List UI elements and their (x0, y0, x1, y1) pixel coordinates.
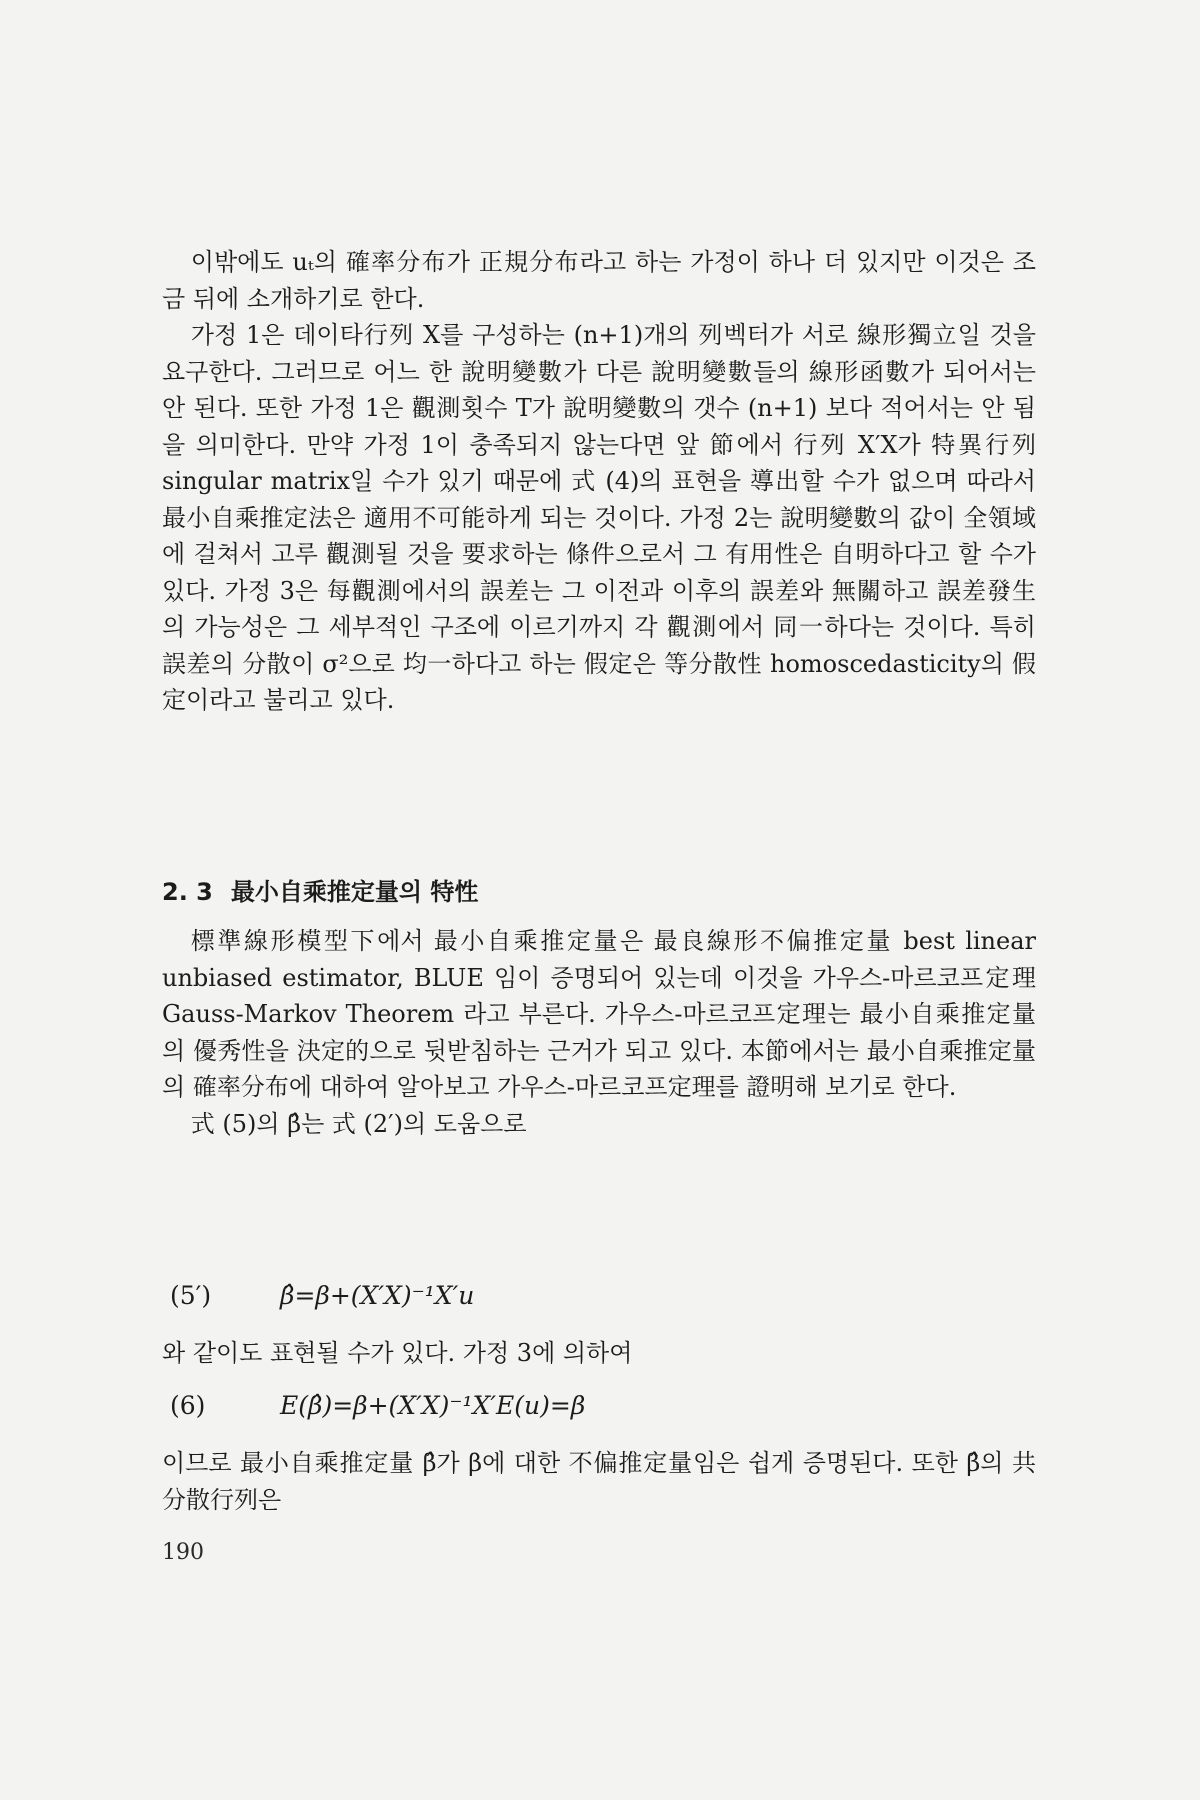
body-text-top (162, 244, 1036, 719)
section-number: 2. 3 (162, 878, 213, 906)
paragraph: 가정 1은 데이타行列 X를 구성하는 (n+1)개의 列벡터가 서로 線形獨立일 것을 요구한다. 그러므로 어느 한 說明變數가 다른 說明變數들의 線形函數가 되어서는 안 된다. 또한 가정 1은 觀測횟수 T가 說明變數의 갯수 (n+1) 보다 적어서는 안 됨을 의미한다. 만약 가정 1이 충족되지 않는다면 앞 節에서 行列 X′X가 特異行列 singular matrix일 수가 있기 때문에 式 (4)의 표현을 導出할 수가 없으며 따라서 最小自乘推定法은 適用不可能하게 되는 것이다. 가정 2는 說明變數의 값이 全領域에 걸쳐서 고루 觀測될 것을 要求하는 條件으로서 그 有用性은 自明하다고 할 수가 있다. 가정 3은 每觀測에서의 誤差는 그 이전과 이후의 誤差와 無關하고 誤差發生의 가능성은 그 세부적인 구조에 이르기까지 각 觀測에서 同一하다는 것이다. 특히 誤差의 分散이 σ²으로 均一하다고 하는 假定은 等分散性 homoscedasticity의 假定이라고 불리고 있다. (162, 321, 1036, 714)
equation-label: (5′) (170, 1281, 212, 1310)
equation-label: (6) (170, 1391, 206, 1420)
paragraph: 이므로 最小自乘推定量 β̂가 β에 대한 不偏推定量임은 쉽게 증명된다. 또한 β̂의 共分散行列은 (162, 1449, 1036, 1514)
paragraph: 標準線形模型下에서 最小自乘推定量은 最良線形不偏推定量 best linear unbiased estimator, BLUE 임이 증명되어 있는데 이것을 가우스-마르코프定理 Gauss-Markov Theorem 라고 부른다. 가우스-마르코프定理는 最小自乘推定量의 優秀性을 決定的으로 뒷받침하는 근거가 되고 있다. 本節에서는 最小自乘推定量의 確率分布에 대하여 알아보고 가우스-마르코프定理를 證明해 보기로 한다. (162, 927, 1036, 1101)
section-title: 最小自乘推定量의 特性 (230, 878, 479, 906)
equation-formula: E(β̂)=β+(X′X)⁻¹X′E(u)=β (280, 1391, 586, 1420)
body-text-bottom (162, 1445, 1036, 1518)
body-text-section (162, 923, 1036, 1142)
page-number: 190 (162, 1540, 204, 1565)
body-text-line: 와 같이도 표현될 수가 있다. 가정 3에 의하여 (162, 1339, 633, 1367)
section-heading (162, 872, 496, 907)
paragraph: 이밖에도 uₜ의 確率分布가 正規分布라고 하는 가정이 하나 더 있지만 이것은 조금 뒤에 소개하기로 한다. (162, 248, 1036, 313)
equation-5-prime (170, 1281, 474, 1310)
paragraph: 式 (5)의 β̂는 式 (2′)의 도움으로 (190, 1109, 527, 1138)
equation-formula: β̂=β+(X′X)⁻¹X′u (280, 1281, 475, 1310)
equation-6 (170, 1391, 585, 1420)
